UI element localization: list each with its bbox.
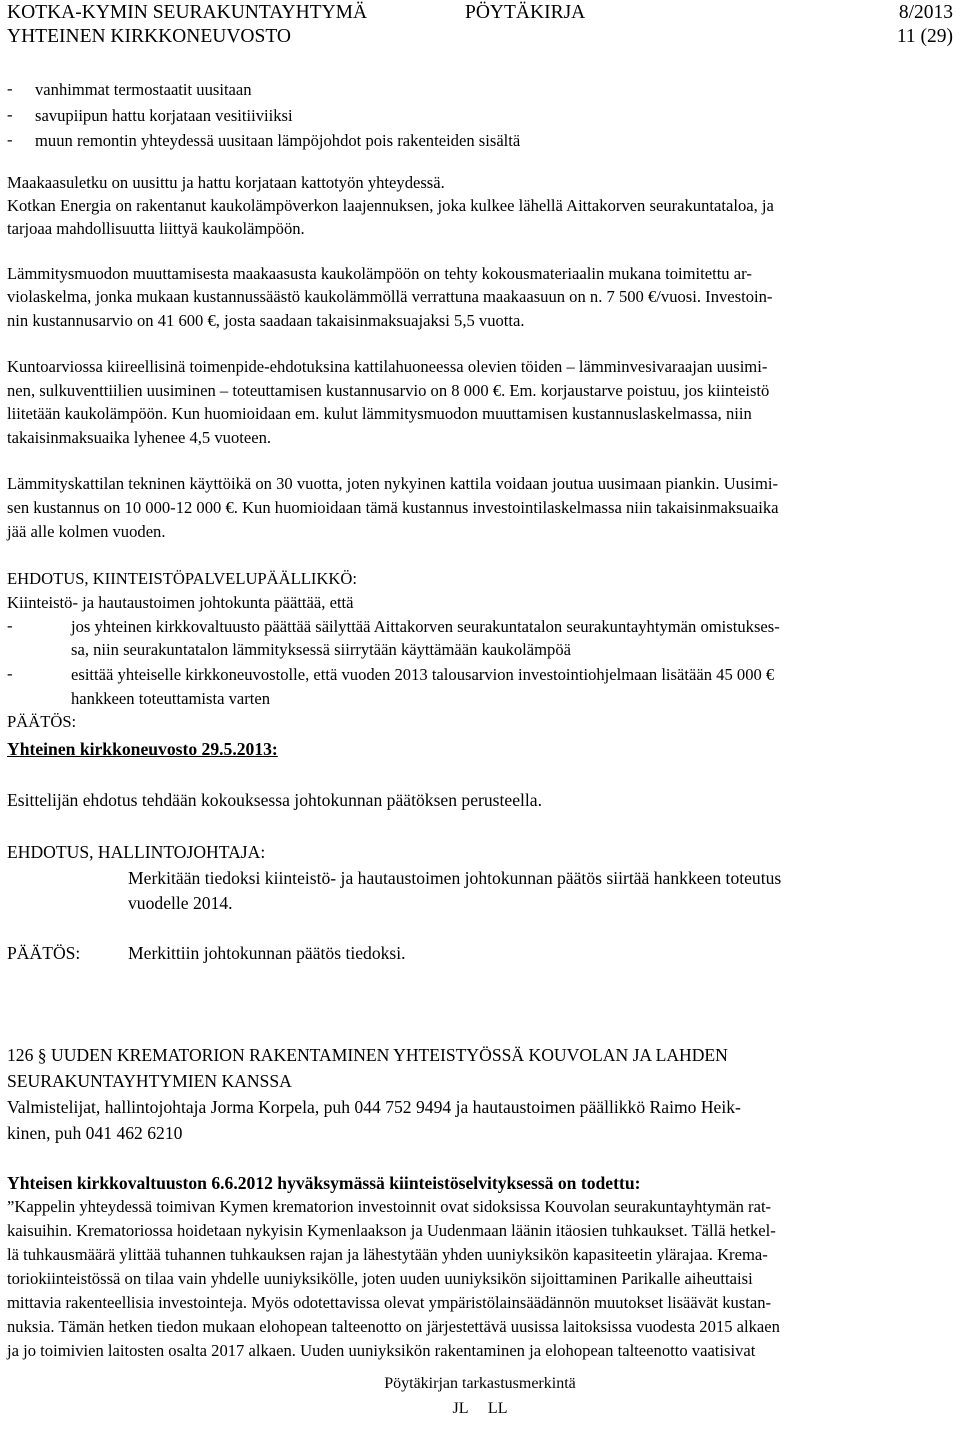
paragraph-line: Lämmitysmuodon muuttamisesta maakaasusta kaukolämpöön on tehty kokousmateriaalin mukana toimitettu ar- [7,264,752,283]
bold-heading: Yhteisen kirkkovaltuuston 6.6.2012 hyväksymässä kiinteistöselvityksessä on todettu: [7,1173,641,1193]
paragraph-line: Lämmityskattilan tekninen käyttöikä on 30 vuotta, joten nykyinen kattila voidaan joutua uusimaan piankin. Uusimi- [7,474,779,493]
quote-line: lä tuhkausmäärä ylittää tuhannen tuhkauksen rajan ja lähestytään yhden uuniyksikön kapasiteetin ylärajaa. Krema- [7,1245,768,1264]
section-title-line: SEURAKUNTAYHTYMIEN KANSSA [7,1071,292,1091]
header-body: YHTEINEN KIRKKONEUVOSTO [7,26,291,47]
presenters-line: Valmistelijat, hallintojohtaja Jorma Korpela, puh 044 752 9494 ja hautaustoimen päällikkö Raimo Heik- [7,1097,741,1117]
proposal-item-line: sa, niin seurakuntatalon lämmityksessä siirrytään käyttämään kaukolämpöä [71,640,571,659]
paragraph-line: Kuntoarviossa kiireellisinä toimenpide-ehdotuksina kattilahuoneessa olevien töiden – lämminvesivaraajan uusimi- [7,357,768,376]
meeting-heading: Yhteinen kirkkoneuvosto 29.5.2013: [7,739,278,759]
quote-line: mittavia rakenteellisia investointeja. Myös odotettavissa olevat ympäristölainsäädännön muutokset lisäävät kustan- [7,1293,772,1312]
paragraph-line: Maakaasuletku on uusittu ja hattu korjataan kattotyön yhteydessä. [7,173,445,192]
paragraph-line: nen, sulkuventtiilien uusiminen – toteuttamisen kustannusarvio on 8 000 €. Em. korjaustarve poistuu, jos kiinteistö [7,381,770,400]
paragraph-line: sen kustannus on 10 000-12 000 €. Kun huomioidaan tämä kustannus investointilaskelmassa niin takaisinmaksuaika [7,498,779,517]
paragraph-line: jää alle kolmen vuoden. [7,522,166,541]
paragraph-line: nin kustannusarvio on 41 600 €, josta saadaan takaisinmaksuajaksi 5,5 vuotta. [7,311,525,330]
paragraph-line: takaisinmaksuaika lyhenee 4,5 vuoteen. [7,428,272,447]
section-title-line: 126 § UUDEN KREMATORION RAKENTAMINEN YHTEISTYÖSSÄ KOUVOLAN JA LAHDEN [7,1045,728,1065]
meeting-decision-label: PÄÄTÖS: [7,943,81,963]
paragraph-line: liitetään kaukolämpöön. Kun huomioidaan em. kulut lämmitysmuodon muuttamisen kustannuslaskelmassa, niin [7,404,752,423]
list-dash: - [7,130,13,149]
quote-line: toriokiinteistössä on tilaa vain yhdelle uuniyksikölle, joten uuden uuniyksikön sijoittaminen Parikalle aiheuttaisi [7,1269,753,1288]
list-dash: - [7,105,13,124]
proposal-heading: EHDOTUS, KIINTEISTÖPALVELUPÄÄLLIKKÖ: [7,569,357,588]
proposal-item-line: hankkeen toteuttamista varten [71,689,271,708]
meeting-proposal-line: Merkitään tiedoksi kiinteistö- ja hautaustoimen johtokunnan päätös siirtää hankkeen toteutus [128,868,782,888]
decision-label: PÄÄTÖS: [7,712,77,731]
proposal-item-line: esittää yhteiselle kirkkoneuvostolle, että vuoden 2013 talousarvion investointiohjelmaan lisätään 45 000 € [71,665,775,684]
list-item: savupiipun hattu korjataan vesitiiviiksi [35,106,293,125]
footer-label: Pöytäkirjan tarkastusmerkintä [384,1375,576,1392]
header-number: 8/2013 [898,2,953,23]
paragraph-line: tarjoaa mahdollisuutta liittyä kaukolämpöön. [7,219,305,238]
paragraph-line: Kotkan Energia on rakentanut kaukolämpöverkon laajennuksen, joka kulkee lähellä Aittakorven seurakuntataloa, ja [7,196,774,215]
footer-initials: JL LL [452,1400,508,1417]
list-dash: - [7,616,13,635]
header-doc-type: PÖYTÄKIRJA [465,2,586,23]
meeting-text: Esittelijän ehdotus tehdään kokouksessa johtokunnan päätöksen perusteella. [7,790,543,810]
list-dash: - [7,664,13,683]
quote-line: ”Kappelin yhteydessä toimivan Kymen krematorion investoinnit ovat sidoksissa Kouvolan seurakuntayhtymän rat- [7,1197,772,1216]
presenters-line: kinen, puh 041 462 6210 [7,1123,183,1143]
list-item: muun remontin yhteydessä uusitaan lämpöjohdot pois rakenteiden sisältä [35,131,521,150]
proposal-intro: Kiinteistö- ja hautaustoimen johtokunta päättää, että [7,593,354,612]
list-item: vanhimmat termostaatit uusitaan [35,80,252,99]
meeting-decision-text: Merkittiin johtokunnan päätös tiedoksi. [128,943,406,963]
meeting-proposal-heading: EHDOTUS, HALLINTOJOHTAJA: [7,842,266,862]
meeting-proposal-line: vuodelle 2014. [128,893,233,913]
header-org: KOTKA-KYMIN SEURAKUNTAYHTYMÄ [7,2,368,23]
proposal-item-line: jos yhteinen kirkkovaltuusto päättää säilyttää Aittakorven seurakuntatalon seurakuntayhtymän omistukses- [71,617,780,636]
header-page: 11 (29) [896,26,953,47]
list-dash: - [7,79,13,98]
quote-line: ja jo toimivien laitosten osalta 2017 alkaen. Uuden uuniyksikön rakentaminen ja elohopean talteenotto vaatisivat [7,1341,756,1360]
quote-line: kaisuihin. Krematoriossa hoidetaan nykyisin Kymenlaakson ja Uudenmaan läänin itäosien tuhkaukset. Tällä hetkel- [7,1221,776,1240]
quote-line: nuksia. Tämän hetken tiedon mukaan elohopean talteenotto on järjestettävä uusissa laitoksissa vuodesta 2015 alkaen [7,1317,780,1336]
paragraph-line: violaskelma, jonka mukaan kustannussäästö kaukolämmöllä verrattuna maakaasuun on n. 7 500 €/vuosi. Investoin- [7,287,773,306]
